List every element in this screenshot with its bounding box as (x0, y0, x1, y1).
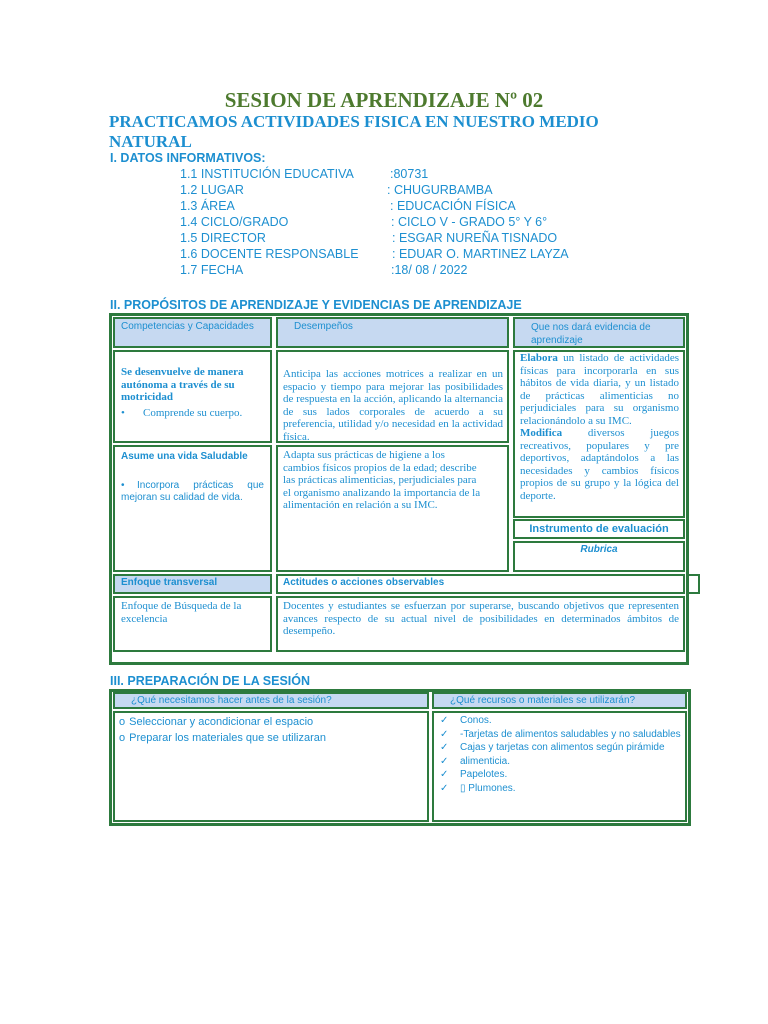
list-item-text: alimenticia. (460, 755, 511, 767)
header-evidencia (513, 317, 685, 348)
enfoque-value: Enfoque de Búsqueda de la excelencia (121, 600, 242, 625)
header-label: Enfoque transversal (121, 577, 218, 588)
bullet-dot: • (121, 406, 125, 419)
instrumento-value: Rubrica (580, 544, 618, 555)
info-value: :18/ 08 / 2022 (391, 263, 468, 277)
check-icon: ✓ (440, 769, 449, 780)
list-item (434, 768, 685, 782)
datos-informativos-list (0, 167, 768, 279)
list-item-text: Cajas y tarjetas con alimentos según pirámide (460, 742, 665, 753)
header-label: Competencias y Capacidades (121, 321, 254, 332)
info-label: 1.7 FECHA (180, 263, 244, 277)
info-row (0, 183, 768, 199)
section-datos-heading: I. DATOS INFORMATIVOS: (110, 151, 266, 165)
header-label: ¿Qué recursos o materiales se utilizarán? (450, 695, 636, 706)
competencia-title: Asume una vida Saludable (121, 451, 248, 462)
competencia-motricidad (113, 350, 272, 443)
header-desempenos (276, 317, 509, 348)
desempeno-text: Anticipa las acciones motrices a realizar en un espacio y tiempo para mejorar las posibilidades de respuesta en la acción, aplicando la alternancia de sus lados corporales de acuerdo a su preferencia, utilidad y/o necesidad en la actividad física. (283, 368, 503, 443)
competencia-title: Se desenvuelve de manera autónoma a través de su motricidad (121, 366, 244, 403)
actitudes-value: Docentes y estudiantes se esfuerzan por superarse, buscando objetivos que representen avances respecto de su actual nivel de posibilidades en determinados ámbitos de desempeño. (283, 600, 679, 637)
instrumento-header (513, 519, 685, 539)
header-label: Desempeños (294, 321, 353, 332)
recursos-cell (432, 711, 687, 822)
bullet-text: Incorpora prácticas que mejoran su calidad de vida. (121, 479, 264, 503)
header-recursos (432, 692, 687, 709)
list-item (434, 728, 685, 742)
info-value: :80731 (390, 167, 429, 181)
info-label: 1.6 DOCENTE RESPONSABLE (180, 247, 359, 261)
list-item (434, 714, 685, 728)
header-enfoque (113, 574, 272, 594)
list-item-text: Conos. (460, 715, 492, 726)
antes-cell (113, 711, 429, 822)
desempeno-text: Adapta sus prácticas de higiene a los cambios físicos propios de la edad; describe las prácticas alimenticias, perjudiciales para el organismo analizando la importancia de la alimentación en relación a su IMC. (283, 449, 481, 511)
competencia-bullet (115, 464, 270, 505)
info-row (0, 231, 768, 247)
info-value: : EDUAR O. MARTINEZ LAYZA (392, 247, 569, 261)
evidencia-cell (513, 350, 685, 518)
info-value: : CHUGURBAMBA (387, 183, 493, 197)
check-icon: ✓ (440, 728, 449, 740)
section-preparacion-heading: III. PREPARACIÓN DE LA SESIÓN (110, 674, 311, 688)
header-label: ¿Qué necesitamos hacer antes de la sesión? (131, 695, 332, 706)
info-label: 1.5 DIRECTOR (180, 231, 266, 245)
circle-bullet: o (119, 716, 126, 728)
list-item (434, 782, 685, 796)
list-item (434, 755, 685, 769)
info-row (0, 263, 768, 279)
competencia-vida-saludable (113, 445, 272, 572)
list-item-text: -Tarjetas de alimentos saludables y no saludables (460, 728, 681, 740)
instrumento-label: Instrumento de evaluación (529, 523, 669, 535)
desempeno-1 (276, 350, 509, 443)
circle-bullet: o (119, 731, 126, 744)
info-value: : EDUCACIÓN FÍSICA (390, 199, 516, 213)
evidencia-description: diversos juegos recreativos, populares y pre deportivos, adaptándolos a las necesidades y cambios físicos propios de su grupo y la lógica del deporte. (520, 427, 679, 502)
list-item (434, 741, 685, 755)
desempeno-2 (276, 445, 509, 572)
recursos-list (434, 713, 685, 795)
info-row (0, 215, 768, 231)
enfoque-value-cell (113, 596, 272, 652)
missing-glyph-icon: ▯ (460, 782, 466, 794)
info-row (0, 247, 768, 263)
evidencia-text-1 (515, 352, 683, 427)
extra-cell (687, 574, 700, 594)
info-label: 1.2 LUGAR (180, 183, 244, 197)
list-item-text: Seleccionar y acondicionar el espacio (129, 716, 314, 728)
list-item-text: Papelotes. (460, 769, 508, 780)
header-label: Actitudes o acciones observables (283, 577, 445, 588)
check-icon: ✓ (440, 742, 449, 753)
header-actitudes (276, 574, 685, 594)
info-label: 1.3 ÁREA (180, 199, 235, 213)
info-value: : CICLO V - GRADO 5° Y 6° (391, 215, 548, 229)
header-competencias (113, 317, 272, 348)
competencia-bullet (115, 404, 270, 420)
evidencia-text-2 (515, 427, 683, 502)
evidencia-description: un listado de actividades físicas para incorporarla en sus hábitos de vida diaria, y un listado de prácticas alimenticias no perjudiciales para su organismo relacionándolo a su IMC. (520, 352, 679, 427)
section-propositos-heading: II. PROPÓSITOS DE APRENDIZAJE Y EVIDENCIAS DE APRENDIZAJE (110, 298, 522, 312)
check-icon: ✓ (440, 755, 449, 767)
actitudes-value-cell (276, 596, 685, 652)
session-subtitle: PRACTICAMOS ACTIVIDADES FISICA EN NUESTRO MEDIO NATURAL (109, 112, 599, 151)
header-label: Que nos dará evidencia de aprendizaje (531, 322, 651, 346)
list-item-text: Plumones. (465, 782, 516, 794)
evidencia-verb: Modifica (520, 427, 563, 439)
info-label: 1.4 CICLO/GRADO (180, 215, 289, 229)
info-label: 1.1 INSTITUCIÓN EDUCATIVA (180, 167, 354, 181)
check-icon: ✓ (440, 715, 449, 726)
bullet-text: Comprende su cuerpo. (143, 406, 243, 419)
info-row (0, 167, 768, 183)
header-antes (113, 692, 429, 709)
info-value: : ESGAR NUREÑA TISNADO (392, 231, 558, 245)
list-item-text: Preparar los materiales que se utilizaran (129, 731, 326, 744)
list-item (115, 713, 427, 730)
page-title: SESION DE APRENDIZAJE Nº 02 (224, 88, 544, 112)
check-icon: ✓ (440, 782, 449, 794)
list-item (115, 730, 427, 746)
instrumento-value-cell (513, 541, 685, 572)
info-row (0, 199, 768, 215)
bullet-dot: • (121, 479, 125, 491)
evidencia-verb: Elabora (520, 352, 558, 364)
